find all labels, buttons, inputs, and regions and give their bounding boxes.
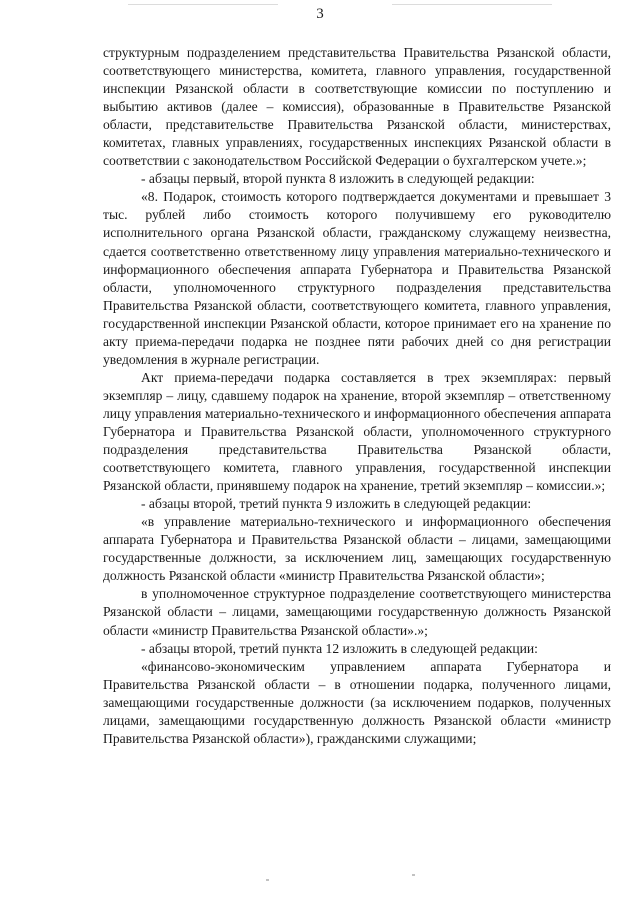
- paragraph-commission-definition: структурным подразделением представительства Правительства Рязанской области, соответствующего министерства, комитета, главного управления, государственной инспекции Рязанской области в соответствующие комиссии по поступлению и выбытию активов (далее – комиссия), образованные в Правительстве Рязанской области, представительстве Правительства Рязанской области, министерствах, комитетах, главных управлениях, государственных инспекциях Рязанской области в соответствии с законодательством Российской Федерации о бухгалтерском учете.»;: [103, 45, 611, 169]
- document-body: [103, 44, 611, 748]
- scan-artifact-bottom-right: [412, 874, 415, 876]
- page-number: 3: [316, 6, 324, 22]
- scan-artifact-bottom-left: [266, 879, 269, 881]
- paragraph-transfer-act: Акт приема-передачи подарка составляется в трех экземплярах: первый экземпляр – лицу, сдавшему подарок на хранение, второй экземпляр – ответственному лицу управления материально-технического и информационного обеспечения аппарата Губернатора и Правительства Рязанской области, уполномоченного структурного подразделения представительства Правительства Рязанской области, соответствующего комитета, главного управления, государственной инспекции Рязанской области, принявшему подарок на хранение, третий экземпляр – комиссии.»;: [103, 369, 611, 494]
- paragraph-amend-point-9: - абзацы второй, третий пункта 9 изложить в следующей редакции:: [141, 496, 532, 512]
- paragraph-point-8-gift: «8. Подарок, стоимость которого подтверждается документами и превышает 3 тыс. рублей либо стоимость которого получившему его руководителю исполнительного органа Рязанской области, гражданскому служащему неизвестна, сдается соответственно ответственному лицу управления материально-технического и информационного обеспечения аппарата Губернатора и Правительства Рязанской области, уполномоченного структурного подразделения представительства Правительства Рязанской области, соответствующего комитета, главного управления, государственной инспекции Рязанской области, которое принимает его на хранение по акту приема-передачи подарка не позднее пяти рабочих дней со дня регистрации уведомления в журнале регистрации.: [103, 189, 611, 367]
- paragraph-point-9-management: «в управление материально-технического и информационного обеспечения аппарата Губернатора и Правительства Рязанской области – лицами, замещающими государственные должности, за исключением лиц, замещающих государственную должность Рязанской области «министр Правительства Рязанской области»;: [103, 514, 611, 584]
- scan-artifact-top-left: [128, 4, 278, 5]
- paragraph-amend-point-12: - абзацы второй, третий пункта 12 изложить в следующей редакции:: [141, 640, 538, 656]
- paragraph-amend-point-8: - абзацы первый, второй пункта 8 изложить в следующей редакции:: [141, 171, 535, 187]
- paragraph-point-9-subdivision: в уполномоченное структурное подразделение соответствующего министерства Рязанской области – лицами, замещающими государственную должность Рязанской области «министр Правительства Рязанской области».»;: [103, 586, 611, 638]
- scan-artifact-top-right: [392, 4, 552, 5]
- paragraph-point-12-finance: «финансово-экономическим управлением аппарата Губернатора и Правительства Рязанской области – в отношении подарка, полученного лицами, замещающими государственные должности (за исключением подарков, полученных лицами, замещающими государственную должность Рязанской области «министр Правительства Рязанской области»), гражданскими служащими;: [103, 658, 611, 746]
